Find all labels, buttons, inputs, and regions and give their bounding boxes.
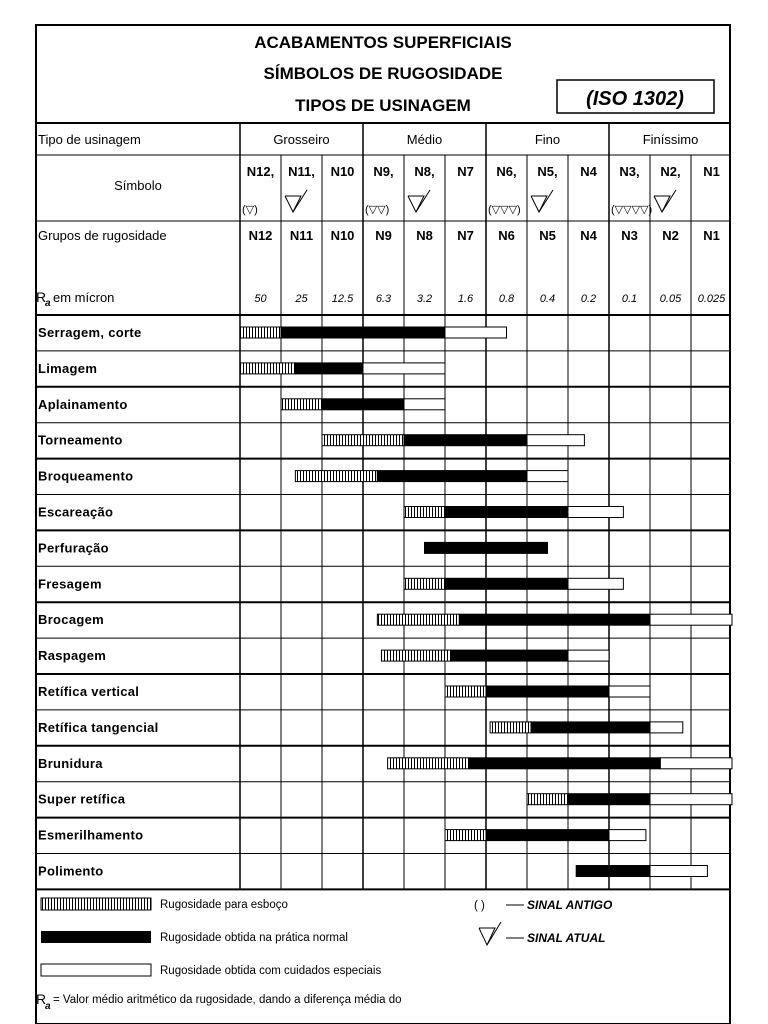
process-name: Perfuração bbox=[38, 540, 109, 556]
tipo-usinagem-label: Tipo de usinagem bbox=[38, 132, 141, 147]
bar-normal bbox=[445, 507, 568, 518]
bar-normal bbox=[459, 614, 650, 625]
group-code: N11 bbox=[289, 228, 314, 243]
bar-especial bbox=[445, 327, 507, 338]
bar-esboco bbox=[527, 794, 568, 805]
bar-esboco bbox=[445, 686, 486, 697]
ra-symbol: R bbox=[36, 289, 47, 305]
process-name: Retífica vertical bbox=[38, 684, 140, 699]
category-label: Fino bbox=[534, 132, 561, 147]
bar-esboco bbox=[404, 507, 445, 518]
ra-value: 0.2 bbox=[580, 293, 597, 305]
process-name: Fresagem bbox=[38, 576, 102, 592]
process-name: Serragem, corte bbox=[38, 325, 142, 340]
process-row bbox=[36, 423, 730, 459]
ra-value: 50 bbox=[254, 293, 267, 305]
bar-normal bbox=[445, 578, 568, 589]
bar-especial bbox=[568, 507, 623, 518]
legend-esboco-label: Rugosidade para esboço bbox=[160, 899, 288, 911]
symbol-code: N9, bbox=[373, 164, 394, 179]
process-row bbox=[36, 530, 730, 566]
legend-esboco-swatch bbox=[41, 898, 151, 910]
process-name: Brocagem bbox=[38, 612, 104, 628]
group-code: N1 bbox=[703, 228, 720, 243]
bar-esboco bbox=[445, 830, 486, 841]
legend-especial-label: Rugosidade obtida com cuidados especiais bbox=[160, 965, 382, 977]
simbolo-label: Símbolo bbox=[114, 178, 162, 193]
symbol-code: N11, bbox=[288, 164, 315, 179]
ra-note-symbol: R bbox=[36, 991, 47, 1007]
group-code: N5 bbox=[539, 228, 556, 243]
legend-paren-sign: ( ) bbox=[474, 900, 485, 912]
current-sign-icon bbox=[479, 922, 501, 945]
group-code: N2 bbox=[662, 228, 679, 243]
ra-value: 0.8 bbox=[498, 293, 515, 305]
process-row bbox=[36, 854, 730, 890]
bar-especial bbox=[404, 399, 445, 410]
ra-value: 12.5 bbox=[331, 293, 354, 305]
process-row bbox=[36, 315, 730, 351]
process-name: Torneamento bbox=[38, 432, 123, 448]
bar-normal bbox=[568, 794, 650, 805]
group-code: N10 bbox=[330, 228, 355, 243]
process-rows bbox=[36, 315, 732, 889]
ra-note-sub: a bbox=[45, 1001, 51, 1012]
group-code: N6 bbox=[498, 228, 515, 243]
category-label: Grosseiro bbox=[273, 132, 330, 147]
legend-sinal-atual: SINAL ATUAL bbox=[527, 931, 606, 945]
ra-value: 0.025 bbox=[697, 293, 726, 305]
process-name: Super retífica bbox=[38, 791, 126, 807]
group-code: N12 bbox=[248, 228, 273, 243]
ra-value: 0.05 bbox=[659, 293, 682, 305]
bar-esboco bbox=[295, 471, 377, 482]
process-row bbox=[36, 638, 730, 674]
bar-especial bbox=[363, 363, 445, 374]
current-sign-icon bbox=[654, 190, 676, 212]
legend-especial-swatch bbox=[41, 964, 151, 976]
symbol-code: N3, bbox=[619, 164, 640, 179]
ra-value: 0.4 bbox=[539, 293, 556, 305]
process-name: Polimento bbox=[38, 863, 104, 879]
process-row bbox=[36, 495, 730, 531]
process-row bbox=[36, 459, 730, 495]
bar-normal bbox=[451, 650, 568, 661]
group-code: N8 bbox=[416, 228, 433, 243]
legend-normal-label: Rugosidade obtida na prática normal bbox=[160, 932, 348, 944]
header-grid bbox=[36, 123, 730, 315]
old-sign-icon: (▽▽) bbox=[365, 204, 390, 216]
process-row bbox=[36, 710, 730, 746]
category-label: Médio bbox=[406, 132, 443, 147]
group-code: N3 bbox=[621, 228, 638, 243]
bar-esboco bbox=[240, 327, 281, 338]
legend-normal-swatch bbox=[41, 931, 151, 943]
symbol-code: N2, bbox=[660, 164, 681, 179]
symbol-code: N12, bbox=[246, 164, 275, 179]
bar-esboco bbox=[388, 758, 470, 769]
process-name: Aplainamento bbox=[38, 396, 128, 412]
bar-esboco bbox=[281, 399, 322, 410]
iso-standard-label: (ISO 1302) bbox=[586, 88, 684, 110]
grupos-rugosidade-label: Grupos de rugosidade bbox=[38, 228, 167, 243]
process-row bbox=[36, 818, 730, 854]
process-name: Raspagem bbox=[38, 648, 107, 664]
process-row bbox=[36, 387, 730, 423]
ra-label: em mícron bbox=[53, 290, 115, 305]
process-row bbox=[36, 782, 732, 818]
current-sign-icon bbox=[285, 190, 307, 212]
bar-especial bbox=[650, 866, 707, 877]
title-line-2: SÍMBOLOS DE RUGOSIDADE bbox=[263, 64, 503, 83]
group-code: N9 bbox=[375, 228, 392, 243]
process-name: Escareação bbox=[38, 504, 114, 520]
group-code: N4 bbox=[580, 228, 597, 243]
legend bbox=[36, 898, 613, 1012]
old-sign-icon: (▽▽▽▽) bbox=[611, 204, 653, 216]
bar-normal bbox=[531, 722, 650, 733]
ra-value: 1.6 bbox=[457, 293, 474, 305]
bar-normal bbox=[377, 471, 527, 482]
process-row bbox=[36, 674, 730, 710]
category-label: Finíssimo bbox=[642, 132, 699, 147]
symbol-code: N6, bbox=[496, 164, 517, 179]
symbol-code: N4 bbox=[580, 164, 597, 179]
process-row bbox=[36, 602, 732, 638]
ra-value: 0.1 bbox=[621, 293, 638, 305]
ra-sub: a bbox=[45, 298, 51, 309]
bar-especial bbox=[568, 578, 623, 589]
bar-esboco bbox=[377, 614, 459, 625]
bar-normal bbox=[425, 542, 548, 553]
title-line-3: TIPOS DE USINAGEM bbox=[295, 96, 471, 115]
symbol-code: N1 bbox=[703, 164, 720, 179]
ra-value: 6.3 bbox=[375, 293, 392, 305]
bar-especial bbox=[650, 794, 732, 805]
bar-especial bbox=[527, 435, 584, 446]
current-sign-icon bbox=[531, 190, 553, 212]
bar-especial bbox=[660, 758, 732, 769]
bar-esboco bbox=[381, 650, 451, 661]
ra-value: 25 bbox=[295, 293, 308, 305]
bar-normal bbox=[486, 830, 609, 841]
bar-normal bbox=[486, 686, 609, 697]
bar-especial bbox=[650, 614, 732, 625]
bar-especial bbox=[527, 471, 568, 482]
process-name: Esmerilhamento bbox=[38, 827, 144, 843]
bar-normal bbox=[281, 327, 445, 338]
ra-note-text: = Valor médio aritmético da rugosidade, dando a diferença média do bbox=[53, 994, 402, 1006]
group-code: N7 bbox=[457, 228, 474, 243]
symbol-code: N7 bbox=[457, 164, 474, 179]
title-line-1: ACABAMENTOS SUPERFICIAIS bbox=[254, 33, 512, 52]
bar-esboco bbox=[240, 363, 295, 374]
process-name: Retífica tangencial bbox=[38, 719, 159, 735]
process-row bbox=[36, 746, 732, 782]
process-name: Broqueamento bbox=[38, 468, 134, 484]
bar-normal bbox=[322, 399, 404, 410]
ra-value: 3.2 bbox=[416, 293, 433, 305]
process-row bbox=[36, 351, 730, 387]
bar-especial bbox=[568, 650, 609, 661]
old-sign-icon: (▽▽▽) bbox=[488, 204, 521, 216]
symbol-code: N10 bbox=[330, 164, 355, 179]
bar-especial bbox=[609, 830, 646, 841]
current-sign-icon bbox=[408, 190, 430, 212]
bar-normal bbox=[576, 866, 650, 877]
bar-esboco bbox=[322, 435, 404, 446]
process-name: Brunidura bbox=[38, 755, 103, 771]
bar-normal bbox=[295, 363, 363, 374]
symbol-code: N8, bbox=[414, 164, 435, 179]
bar-especial bbox=[609, 686, 650, 697]
process-row bbox=[36, 566, 730, 602]
bar-normal bbox=[470, 758, 661, 769]
bar-esboco bbox=[490, 722, 531, 733]
bar-esboco bbox=[404, 578, 445, 589]
process-name: Limagem bbox=[38, 360, 98, 376]
legend-sinal-antigo: SINAL ANTIGO bbox=[527, 898, 613, 912]
bar-especial bbox=[650, 722, 683, 733]
symbol-code: N5, bbox=[537, 164, 558, 179]
bar-normal bbox=[404, 435, 527, 446]
old-sign-icon: (▽) bbox=[242, 204, 258, 216]
